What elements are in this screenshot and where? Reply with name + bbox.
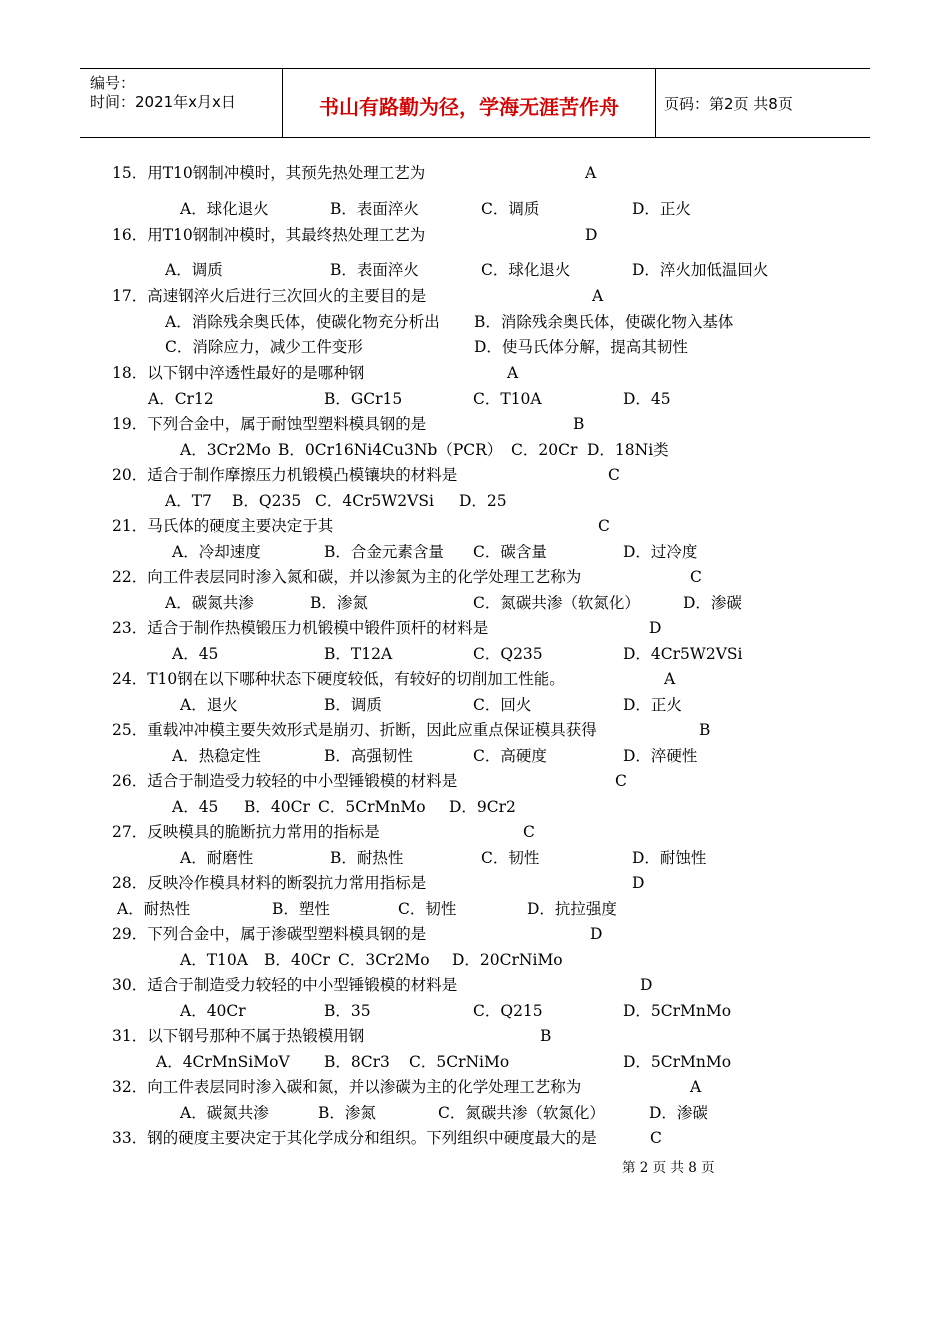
option-text: C．氮碳共渗（软氮化） bbox=[473, 594, 640, 612]
options-row bbox=[0, 592, 950, 614]
question-row bbox=[0, 923, 950, 945]
question-text: 31．以下钢号那种不属于热锻模用钢 bbox=[112, 1027, 365, 1045]
options-row bbox=[0, 745, 950, 767]
option-text: D．正火 bbox=[623, 696, 682, 714]
answer-key: A bbox=[592, 287, 604, 305]
options-row bbox=[0, 541, 950, 563]
option-text: D．20CrNiMo bbox=[452, 951, 563, 969]
option-text: D．9Cr2 bbox=[449, 798, 516, 816]
option-text: D．过冷度 bbox=[623, 543, 698, 561]
option-text: D．使马氏体分解，提高其韧性 bbox=[474, 338, 688, 356]
question-row bbox=[0, 770, 950, 792]
options-row bbox=[0, 336, 950, 358]
question-text: 16．用T10钢制冲模时，其最终热处理工艺为 bbox=[112, 226, 426, 244]
option-text: C．3Cr2Mo bbox=[338, 951, 430, 969]
option-text: C．T10A bbox=[473, 390, 542, 408]
option-text: C．5CrMnMo bbox=[318, 798, 426, 816]
option-text: B．GCr15 bbox=[324, 390, 403, 408]
question-text: 28．反映冷作模具材料的断裂抗力常用指标是 bbox=[112, 874, 427, 892]
option-text: A．耐磨性 bbox=[180, 849, 254, 867]
option-text: B．T12A bbox=[324, 645, 393, 663]
option-text: C．20Cr bbox=[511, 441, 578, 459]
option-text: D．耐蚀性 bbox=[632, 849, 707, 867]
question-row bbox=[0, 617, 950, 639]
options-row bbox=[0, 388, 950, 410]
option-text: A．3Cr2Mo bbox=[180, 441, 271, 459]
option-text: D．18Ni类 bbox=[587, 441, 669, 459]
question-row bbox=[0, 1076, 950, 1098]
question-row bbox=[0, 872, 950, 894]
options-row bbox=[0, 1000, 950, 1022]
option-text: D．抗拉强度 bbox=[527, 900, 617, 918]
option-text: C．Q235 bbox=[473, 645, 543, 663]
option-text: D．45 bbox=[623, 390, 671, 408]
question-text: 20．适合于制作摩擦压力机锻模凸模镶块的材料是 bbox=[112, 466, 458, 484]
answer-key: C bbox=[650, 1129, 662, 1147]
question-text: 26．适合于制造受力较轻的中小型锤锻模的材料是 bbox=[112, 772, 458, 790]
option-text: B．渗氮 bbox=[310, 594, 368, 612]
option-text: B．40Cr bbox=[264, 951, 330, 969]
answer-key: B bbox=[540, 1027, 552, 1045]
answer-key: D bbox=[640, 976, 653, 994]
question-text: 33．钢的硬度主要决定于其化学成分和组织。下列组织中硬度最大的是 bbox=[112, 1129, 597, 1147]
motto-text: 书山有路勤为径，学海无涯苦作舟 bbox=[319, 95, 619, 119]
option-text: A．退火 bbox=[180, 696, 238, 714]
question-text: 27．反映模具的脆断抗力常用的指标是 bbox=[112, 823, 380, 841]
option-text: A．球化退火 bbox=[180, 200, 269, 218]
question-row bbox=[0, 821, 950, 843]
question-row bbox=[0, 413, 950, 435]
question-row bbox=[0, 974, 950, 996]
question-row bbox=[0, 362, 950, 384]
option-text: A．40Cr bbox=[180, 1002, 246, 1020]
answer-key: A bbox=[664, 670, 676, 688]
option-text: D．5CrMnMo bbox=[623, 1002, 732, 1020]
option-text: B．合金元素含量 bbox=[324, 543, 444, 561]
option-text: B．8Cr3 bbox=[324, 1053, 390, 1071]
option-text: B．高强韧性 bbox=[324, 747, 413, 765]
option-text: A．耐热性 bbox=[117, 900, 191, 918]
question-text: 21．马氏体的硬度主要决定于其 bbox=[112, 517, 334, 535]
option-text: B．表面淬火 bbox=[330, 261, 419, 279]
question-row bbox=[0, 285, 950, 307]
question-row bbox=[0, 668, 950, 690]
option-text: A．45 bbox=[172, 798, 219, 816]
option-text: C．球化退火 bbox=[481, 261, 571, 279]
option-text: B．0Cr16Ni4Cu3Nb（PCR） bbox=[278, 441, 503, 459]
date-label: 时间：2021年x月x日 bbox=[90, 93, 236, 111]
option-text: C．4Cr5W2VSi bbox=[315, 492, 434, 510]
options-row bbox=[0, 198, 950, 220]
question-text: 15．用T10钢制冲模时，其预先热处理工艺为 bbox=[112, 164, 426, 182]
option-text: B．Q235 bbox=[232, 492, 302, 510]
option-text: D．淬火加低温回火 bbox=[632, 261, 769, 279]
option-text: C．高硬度 bbox=[473, 747, 547, 765]
question-text: 25．重载冲冲模主要失效形式是崩刃、折断，因此应重点保证模具获得 bbox=[112, 721, 597, 739]
page-info: 页码：第2页 共8页 bbox=[664, 95, 793, 113]
option-text: C．5CrNiMo bbox=[409, 1053, 510, 1071]
option-text: D．渗碳 bbox=[649, 1104, 708, 1122]
question-text: 29．下列合金中，属于渗碳型塑料模具钢的是 bbox=[112, 925, 427, 943]
option-text: A．4CrMnSiMoV bbox=[156, 1053, 290, 1071]
question-text: 23．适合于制作热模锻压力机锻模中锻件顶杆的材料是 bbox=[112, 619, 489, 637]
option-text: A．热稳定性 bbox=[172, 747, 261, 765]
question-text: 30．适合于制造受力较轻的中小型锤锻模的材料是 bbox=[112, 976, 458, 994]
options-row bbox=[0, 898, 950, 920]
answer-key: A bbox=[690, 1078, 702, 1096]
answer-key: D bbox=[585, 226, 598, 244]
option-text: D．正火 bbox=[632, 200, 691, 218]
options-row bbox=[0, 847, 950, 869]
option-text: C．氮碳共渗（软氮化） bbox=[438, 1104, 605, 1122]
option-text: D．渗碳 bbox=[683, 594, 742, 612]
option-text: A．调质 bbox=[165, 261, 223, 279]
question-row bbox=[0, 162, 950, 184]
options-row bbox=[0, 1102, 950, 1124]
question-text: 24．T10钢在以下哪种状态下硬度较低，有较好的切削加工性能。 bbox=[112, 670, 565, 688]
question-row bbox=[0, 224, 950, 246]
answer-key: A bbox=[507, 364, 519, 382]
question-text: 17．高速钢淬火后进行三次回火的主要目的是 bbox=[112, 287, 427, 305]
option-text: A．消除残余奥氏体，使碳化物充分析出 bbox=[165, 313, 440, 331]
answer-key: B bbox=[573, 415, 585, 433]
question-row bbox=[0, 1127, 950, 1149]
option-text: B．表面淬火 bbox=[330, 200, 419, 218]
option-text: C．消除应力，减少工件变形 bbox=[165, 338, 363, 356]
option-text: B．35 bbox=[324, 1002, 371, 1020]
option-text: B．耐热性 bbox=[330, 849, 404, 867]
option-text: C．调质 bbox=[481, 200, 540, 218]
answer-key: C bbox=[523, 823, 535, 841]
option-text: B．塑性 bbox=[272, 900, 330, 918]
answer-key: D bbox=[632, 874, 645, 892]
options-row bbox=[0, 490, 950, 512]
option-text: C．回火 bbox=[473, 696, 532, 714]
option-text: D．4Cr5W2VSi bbox=[623, 645, 743, 663]
option-text: D．淬硬性 bbox=[623, 747, 698, 765]
question-text: 19．下列合金中，属于耐蚀型塑料模具钢的是 bbox=[112, 415, 427, 433]
answer-key: D bbox=[649, 619, 662, 637]
options-row bbox=[0, 311, 950, 333]
option-text: D．25 bbox=[459, 492, 507, 510]
question-row bbox=[0, 464, 950, 486]
option-text: A．45 bbox=[172, 645, 219, 663]
question-row bbox=[0, 1025, 950, 1047]
answer-key: C bbox=[598, 517, 610, 535]
answer-key: C bbox=[608, 466, 620, 484]
option-text: C．韧性 bbox=[481, 849, 540, 867]
option-text: A．Cr12 bbox=[148, 390, 214, 408]
option-text: A．T10A bbox=[180, 951, 248, 969]
answer-key: B bbox=[699, 721, 711, 739]
question-row bbox=[0, 566, 950, 588]
options-row bbox=[0, 694, 950, 716]
page-footer: 第 2 页 共 8 页 bbox=[622, 1160, 715, 1176]
serial-label: 编号： bbox=[90, 74, 136, 92]
answer-key: C bbox=[615, 772, 627, 790]
option-text: D．5CrMnMo bbox=[623, 1053, 732, 1071]
options-row bbox=[0, 1051, 950, 1073]
answer-key: A bbox=[585, 164, 597, 182]
options-row bbox=[0, 796, 950, 818]
option-text: B．消除残余奥氏体，使碳化物入基体 bbox=[474, 313, 734, 331]
answer-key: C bbox=[690, 568, 702, 586]
options-row bbox=[0, 259, 950, 281]
option-text: B．渗氮 bbox=[318, 1104, 376, 1122]
options-row bbox=[0, 439, 950, 461]
option-text: A．碳氮共渗 bbox=[165, 594, 254, 612]
option-text: A．冷却速度 bbox=[172, 543, 261, 561]
question-row bbox=[0, 515, 950, 537]
options-row bbox=[0, 643, 950, 665]
question-row bbox=[0, 719, 950, 741]
question-text: 18．以下钢中淬透性最好的是哪种钢 bbox=[112, 364, 365, 382]
option-text: A．T7 bbox=[165, 492, 212, 510]
option-text: C．碳含量 bbox=[473, 543, 547, 561]
option-text: C．Q215 bbox=[473, 1002, 543, 1020]
options-row bbox=[0, 949, 950, 971]
answer-key: D bbox=[590, 925, 603, 943]
option-text: B．40Cr bbox=[244, 798, 310, 816]
option-text: C．韧性 bbox=[398, 900, 457, 918]
question-text: 32．向工件表层同时渗入碳和氮，并以渗碳为主的化学处理工艺称为 bbox=[112, 1078, 582, 1096]
option-text: B．调质 bbox=[324, 696, 382, 714]
question-text: 22．向工件表层同时渗入氮和碳，并以渗氮为主的化学处理工艺称为 bbox=[112, 568, 582, 586]
option-text: A．碳氮共渗 bbox=[180, 1104, 269, 1122]
